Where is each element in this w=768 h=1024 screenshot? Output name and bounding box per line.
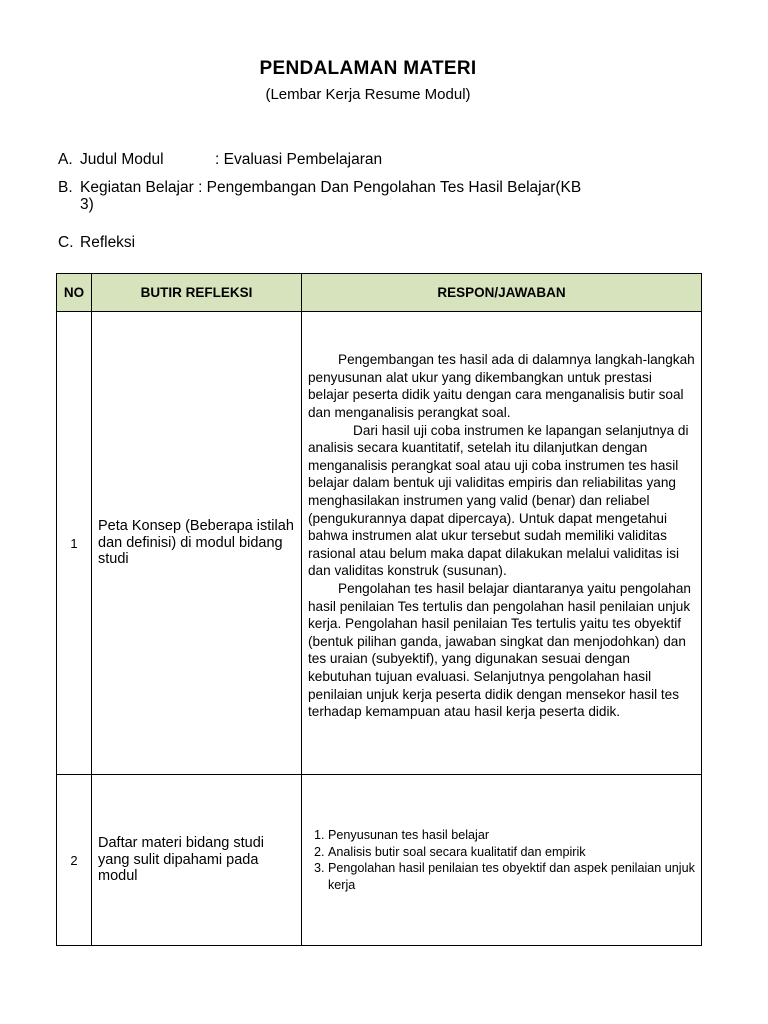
- response-paragraph: Pengembangan tes hasil ada di dalamnya langkah-langkah penyusunan alat ukur yang dikembangkan untuk prestasi belajar peserta didik yaitu dengan cara menganalisis butir soal dan menganalisis perangkat soal.: [308, 352, 695, 421]
- row-response: [302, 312, 702, 775]
- field-b-label: Kegiatan Belajar: [80, 179, 194, 196]
- row-butir: Daftar materi bidang studi yang sulit dipahami pada modul: [92, 775, 302, 946]
- field-refleksi: [58, 234, 135, 251]
- header-no: NO: [57, 274, 92, 312]
- field-judul-modul: [58, 151, 382, 168]
- field-c-label: Refleksi: [80, 234, 136, 251]
- difficult-topics-list: [306, 827, 697, 893]
- table-row: [57, 312, 702, 775]
- row-butir: Peta Konsep (Beberapa istilah dan definisi) di modul bidang studi: [92, 312, 302, 775]
- reflection-table: [56, 273, 702, 946]
- response-paragraph: Pengolahan tes hasil belajar diantaranya yaitu pengolahan hasil penilaian Tes tertulis dan pengolahan hasil penilaian unjuk kerja. Pengolahan hasil penilaian Tes tertulis yaitu tes obyektif (bentuk pilihan ganda, jawaban singkat dan menjodohkan) dan tes uraian (subyektif), yang digunakan sesuai dengan kebutuhan tujuan evaluasi. Selanjutnya pengolahan hasil penilaian unjuk kerja peserta didik dengan mensekor hasil tes terhadap kemampuan atau hasil kerja peserta didik.: [308, 580, 691, 720]
- field-kegiatan-belajar: [58, 179, 678, 213]
- field-b-letter: B.: [58, 179, 73, 196]
- list-item: 3. Pengolahan hasil penilaian tes obyektif dan aspek penilaian unjuk kerja: [328, 860, 697, 893]
- document-subtitle: (Lembar Kerja Resume Modul): [265, 86, 471, 103]
- field-b-value-wrap: 3): [80, 196, 94, 213]
- header-respon-jawaban: RESPON/JAWABAN: [302, 274, 702, 312]
- field-c-letter: C.: [58, 234, 74, 251]
- row-number: 1: [57, 312, 92, 775]
- field-a-letter: A.: [58, 151, 73, 168]
- document-title: PENDALAMAN MATERI: [259, 58, 477, 79]
- row-number: 2: [57, 775, 92, 946]
- list-item: 2. Analisis butir soal secara kualitatif dan empirik: [328, 844, 697, 861]
- response-paragraph: Dari hasil uji coba instrumen ke lapangan selanjutnya di analisis secara kuantitatif, setelah itu dilanjutkan dengan menganalisis perangkat soal atau uji coba instrumen tes hasil belajar dalam bentuk uji validitas empiris dan reliabilitas yang menghasilakan instrumen yang valid (benar) dan reliabel (pengukurannya dapat dipercaya). Untuk dapat mengetahui bahwa instrumen alat ukur tersebut sudah memiliki validitas rasional atau belum maka dapat dilakukan melalui validitas isi dan validitas konstruk (susunan).: [308, 422, 689, 579]
- table-header-row: [57, 274, 702, 312]
- header-butir-refleksi: BUTIR REFLEKSI: [92, 274, 302, 312]
- field-b-value: : Pengembangan Dan Pengolahan Tes Hasil Belajar(KB: [198, 179, 582, 196]
- row-response: [302, 775, 702, 946]
- table-row: [57, 775, 702, 946]
- list-item: 1. Penyusunan tes hasil belajar: [328, 827, 697, 844]
- field-a-label: Judul Modul: [80, 151, 164, 168]
- field-a-value: : Evaluasi Pembelajaran: [215, 151, 383, 168]
